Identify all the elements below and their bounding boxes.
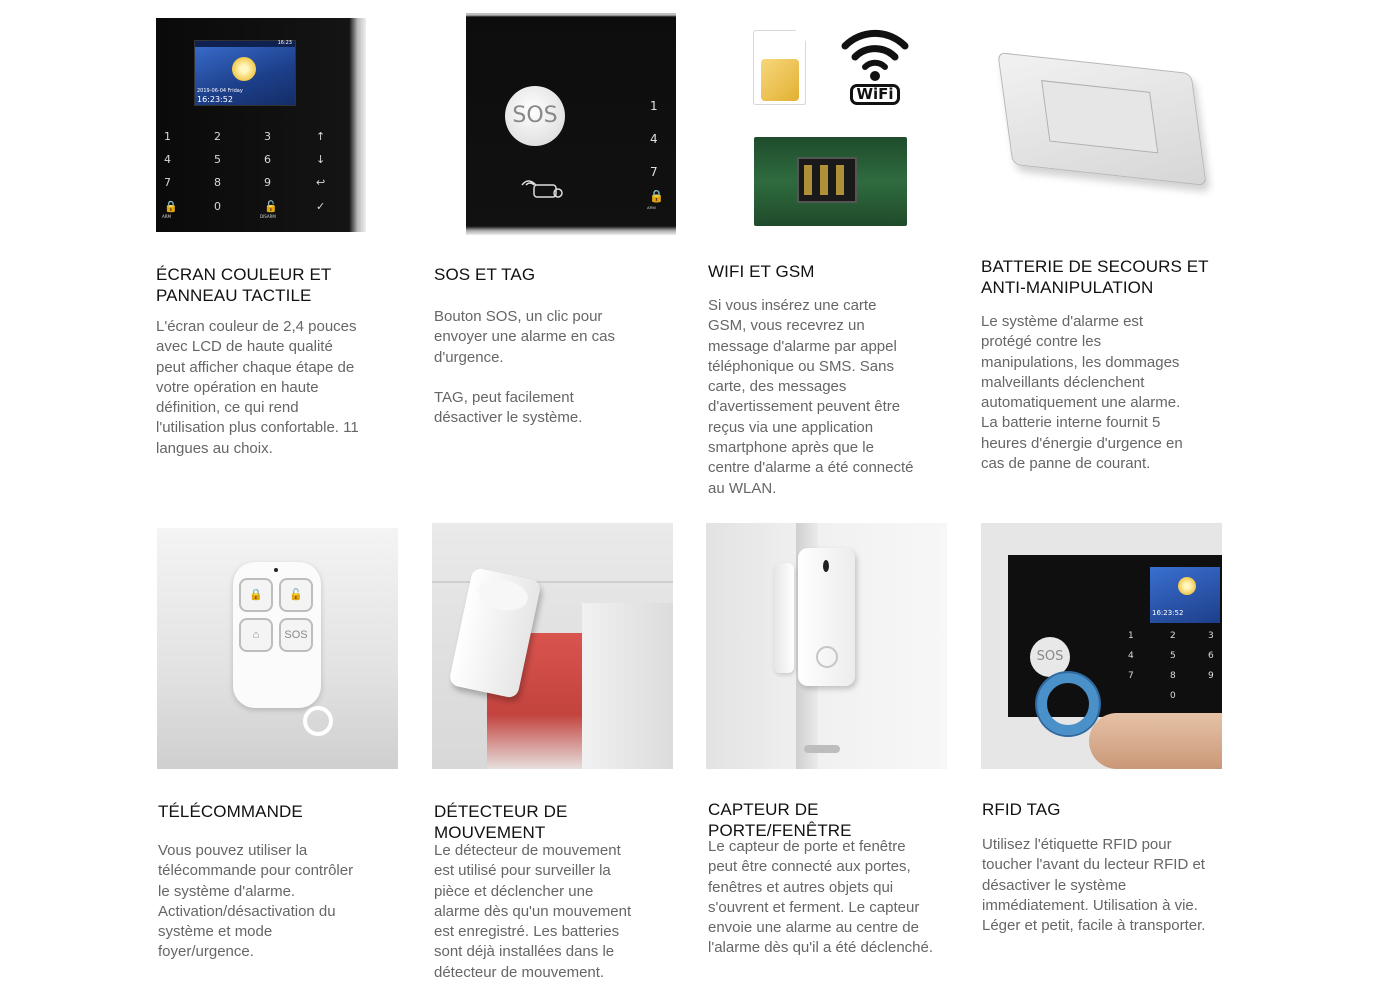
keypad-key: 4 [1128, 651, 1134, 661]
arm-lock-icon: 🔒 [649, 189, 664, 203]
moon-icon [232, 57, 256, 81]
indicator-led [274, 568, 278, 572]
sim-chip [761, 59, 799, 101]
hand [1089, 713, 1222, 769]
feature-description: Bouton SOS, un clic pour envoyer une alarme en cas d'urgence. TAG, peut facilement désactiver le système. [434, 308, 615, 427]
motion-detector-image [432, 523, 673, 769]
keypad-key: 9 [1208, 671, 1214, 681]
keypad-key: 7 [1128, 671, 1134, 681]
ceiling-line [432, 581, 673, 583]
feature-description: Si vous insérez une carte GSM, vous recevrez un message d'alarme par appel téléphonique ou SMS. Sans carte, des messages d'avertissement peuvent être reçus via une application smartphone après que le centre d'alarme a été connecté au WLAN. [708, 297, 914, 497]
keypad-key: ↩ [316, 176, 326, 189]
rfid-screen-time: 16:23:52 [1152, 609, 1184, 617]
feature-title: RFID TAG [982, 800, 1061, 819]
keypad-key: 0 [214, 200, 221, 213]
sensor-button [816, 646, 838, 668]
keypad-key: 1 [1128, 631, 1134, 641]
sos-panel-image [466, 13, 676, 235]
pir-lens [476, 575, 531, 615]
lcd-screen [194, 40, 296, 106]
keypad-key: 0 [1170, 691, 1176, 701]
unlock-button: 🔓 [279, 578, 313, 612]
feature-title: DÉTECTEUR DE MOUVEMENT [434, 802, 568, 842]
door-handle [804, 745, 840, 753]
keypad-key: 5 [1170, 651, 1176, 661]
keypad-key: 5 [214, 153, 221, 166]
sos-button [505, 86, 565, 146]
feature-title: TÉLÉCOMMANDE [158, 802, 303, 821]
keypad-key: 1 [164, 130, 171, 143]
lock-button: 🔒 [239, 578, 273, 612]
rfid-tag-icon [518, 175, 566, 203]
keypad-key: 2 [1170, 631, 1176, 641]
keypad-column [650, 90, 658, 189]
key-7: 7 [650, 165, 658, 179]
remote-control-image [157, 528, 398, 769]
touch-panel-image [156, 18, 366, 232]
keypad-key: 2 [214, 130, 221, 143]
keypad-key: 3 [264, 130, 271, 143]
feature-description: Le détecteur de mouvement est utilisé pour surveiller la pièce et déclencher une alarme dès qu'un mouvement est enregistré. Les batteries sont déjà installées dans le détecteur de mouvement. [434, 842, 632, 981]
sim-card-icon [753, 30, 806, 105]
gsm-board-image [754, 137, 907, 226]
arm-label: ARM [162, 214, 171, 219]
keypad-key: 4 [164, 153, 171, 166]
feature-title: CAPTEUR DE PORTE/FENÊTRE [708, 800, 852, 840]
key-1: 1 [650, 99, 658, 113]
screen-clock-small: 16:23 [277, 40, 292, 46]
keypad-key: 6 [264, 153, 271, 166]
magnet-block [774, 563, 794, 673]
keypad-key: ✓ [316, 200, 326, 213]
feature-title: ÉCRAN COULEUR ET PANNEAU TACTILE [156, 265, 332, 305]
sensor-led [823, 560, 829, 572]
keypad-key: 7 [164, 176, 171, 189]
keypad-key: 6 [1208, 651, 1214, 661]
keypad-key: 🔒 [164, 200, 178, 213]
feature-description: Utilisez l'étiquette RFID pour toucher l'avant du lecteur RFID et désactiver le système immédiatement. Utilisation à vie. Léger et petit, facile à transporter. [982, 836, 1206, 935]
key-fob [233, 562, 321, 708]
feature-description: Le système d'alarme est protégé contre les manipulations, les dommages malveillants déclenchent automatiquement une alarme. La batterie interne fournit 5 heures d'énergie d'urgence en cas de panne de courant. [981, 313, 1183, 473]
panel-back [997, 52, 1206, 186]
fob-ring [303, 706, 333, 736]
feature-title: SOS ET TAG [434, 265, 536, 284]
home-button: ⌂ [239, 618, 273, 652]
keypad-key: 8 [214, 176, 221, 189]
arm-label: ARM [647, 205, 656, 210]
sensor-body [798, 548, 855, 686]
sos-button: SOS [1030, 637, 1070, 677]
sim-contacts [804, 165, 850, 195]
sos-fob-button: SOS [279, 618, 313, 652]
wifi-icon [839, 24, 911, 108]
keypad-key: 3 [1208, 631, 1214, 641]
key-4: 4 [650, 132, 658, 146]
rfid-fob [1037, 673, 1099, 735]
sos-label: SOS [512, 103, 558, 128]
feature-description: Le capteur de porte et fenêtre peut être connecté aux portes, fenêtres et autres objets qui s'ouvrent et ferment. Le capteur envoie une alarme au centre de l'alarme dès qu'il a été déclenché. [708, 838, 934, 957]
feature-title: WIFI ET GSM [708, 262, 815, 281]
keypad-key: ↓ [316, 153, 326, 166]
door-frame [582, 603, 673, 769]
rfid-tag-image [981, 523, 1222, 769]
keypad-key: ↑ [316, 130, 326, 143]
screen-date: 2019-06-04 Friday [197, 88, 243, 94]
screen-time: 16:23:52 [197, 95, 233, 104]
disarm-label: DISARM [260, 214, 276, 219]
keypad-key: 9 [264, 176, 271, 189]
door-sensor-image [706, 523, 947, 769]
keypad-key: 8 [1170, 671, 1176, 681]
panel-back-image [990, 18, 1222, 218]
feature-title: BATTERIE DE SECOURS ET ANTI-MANIPULATION [981, 257, 1209, 297]
feature-description: L'écran couleur de 2,4 pouces avec LCD de haute qualité peut afficher chaque étape de votre opération en haute définition, ce qui rend l'utilisation plus confortable. 11 langues au choix. [156, 318, 359, 457]
wifi-label: WiFi [850, 84, 900, 105]
battery-cover [1041, 80, 1158, 153]
feature-description: Vous pouvez utiliser la télécommande pour contrôler le système d'alarme. Activation/désactivation du système et mode foyer/urgence. [158, 842, 354, 961]
keypad-key: 🔓 [264, 200, 278, 213]
